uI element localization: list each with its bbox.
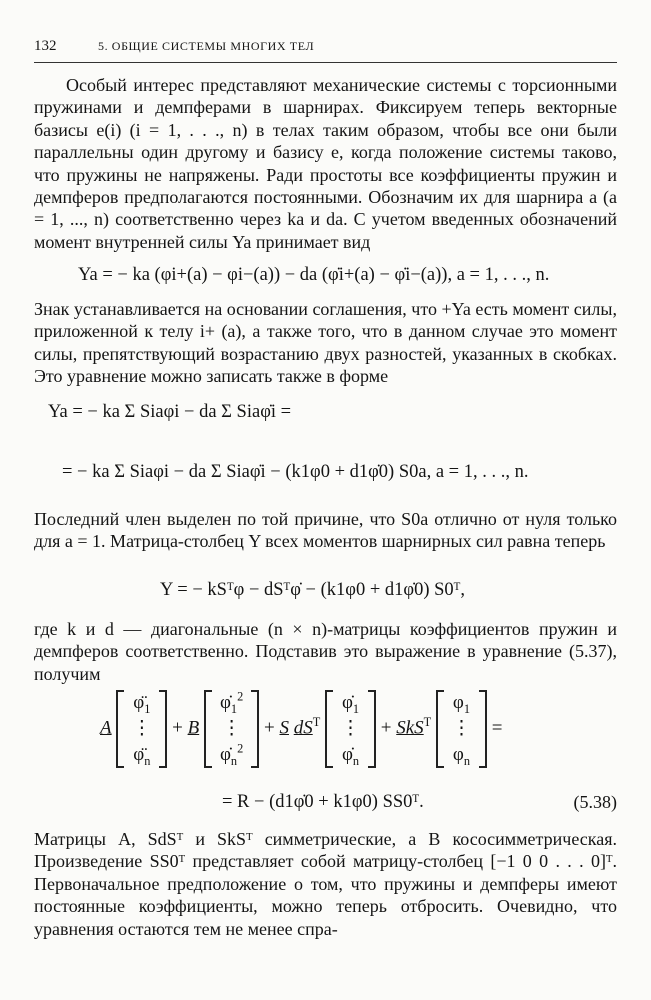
paragraph-1 <box>34 74 617 253</box>
equation-3: Y = − kSᵀφ − dSᵀφ̇ − (k1φ0 + d1φ̇0) S0ᵀ, <box>160 580 465 600</box>
paragraph-4 <box>34 618 617 685</box>
paragraph-4-text: где k и d — диагональные (n × n)-матрицы коэффициентов пружин и демпферов соответственно. Подставив это выражение в уравнение (5.37), получим <box>34 619 617 684</box>
matrix-phi-dot: $\varphi̇_1$ ⋮ $\varphi̇_n$ <box>325 690 376 768</box>
equation-2b: = − ka Σ Siaφi − da Σ Siaφ̇i − (k1φ0 + d1φ̇0) S0a, a = 1, . . ., n. <box>62 462 529 482</box>
paragraph-2 <box>34 298 617 388</box>
paragraph-3 <box>34 508 617 553</box>
equation-number: (5.38) <box>573 792 617 812</box>
running-title: 5. ОБЩИЕ СИСТЕМЫ МНОГИХ ТЕЛ <box>98 39 315 53</box>
equation-4a: A $\varphï_1$ ⋮ $\varphï_n$ + B $\varphi̇_1^2$ ⋮ $\varphi̇_n^2$ + S $dS^T$ $\varphi̇_1$ ⋮ $\varphi̇_n$ + SkS$^T$ $\varphi_1$ ⋮ $\varphi_n$ = <box>100 689 503 768</box>
paragraph-2-text: Знак устанавливается на основании соглашения, что +Ya есть момент силы, приложенной к телу i+ (a), а также того, что в данном случае это момент силы, препятствующий возрастанию двух разностей, указанных в скобках. Это уравнение можно записать также в форме <box>34 299 617 387</box>
equation-2a: Ya = − ka Σ Siaφi − da Σ Siaφ̇i = <box>48 402 292 422</box>
paragraph-5-text: Матрицы A, SdSᵀ и SkSᵀ симметрические, а B кососимметрическая. Произведение SS0ᵀ представляет собой матрицу-столбец [−1 0 0 . . . 0]ᵀ. Первоначальное предположение о том, что пружины и демпферы имеют постоянные коэффициенты, можно теперь отбросить. Очевидно, что уравнения остаются тем не менее спра- <box>34 829 617 939</box>
matrix-phi-ddot: $\varphï_1$ ⋮ $\varphï_n$ <box>116 690 167 768</box>
matrix-phi-dot-squared: $\varphi̇_1^2$ ⋮ $\varphi̇_n^2$ <box>204 690 259 768</box>
equation-4b: = R − (d1φ̇0 + k1φ0) SS0ᵀ. <box>222 792 424 812</box>
paragraph-3-text: Последний член выделен по той причине, что S0a отлично от нуля только для a = 1. Матрица-столбец Y всех моментов шарнирных сил равна теперь <box>34 509 617 552</box>
page-number: 132 <box>34 38 57 54</box>
equation-1: Ya = − ka (φi+(a) − φi−(a)) − da (φ̇i+(a) − φ̇i−(a)), a = 1, . . ., n. <box>78 265 550 285</box>
matrix-phi: $\varphi_1$ ⋮ $\varphi_n$ <box>436 690 487 768</box>
paragraph-1-text: Особый интерес представляют механические системы с торсионными пружинами и демпферами в шарнирах. Фиксируем теперь векторные базисы e(i) (i = 1, . . ., n) в телах таким образом, чтобы все они были параллельны один другому и базису e, когда положение системы таково, что пружины не напряжены. Ради простоты все коэффициенты пружин и демпферов предполагаются постоянными. Обозначим их для шарнира a (a = 1, ..., n) соответственно через ka и da. С учетом введенных обозначений момент внутренней силы Ya принимает вид <box>34 75 617 252</box>
running-header <box>34 38 617 60</box>
paragraph-5 <box>34 828 617 940</box>
header-rule <box>34 62 617 63</box>
